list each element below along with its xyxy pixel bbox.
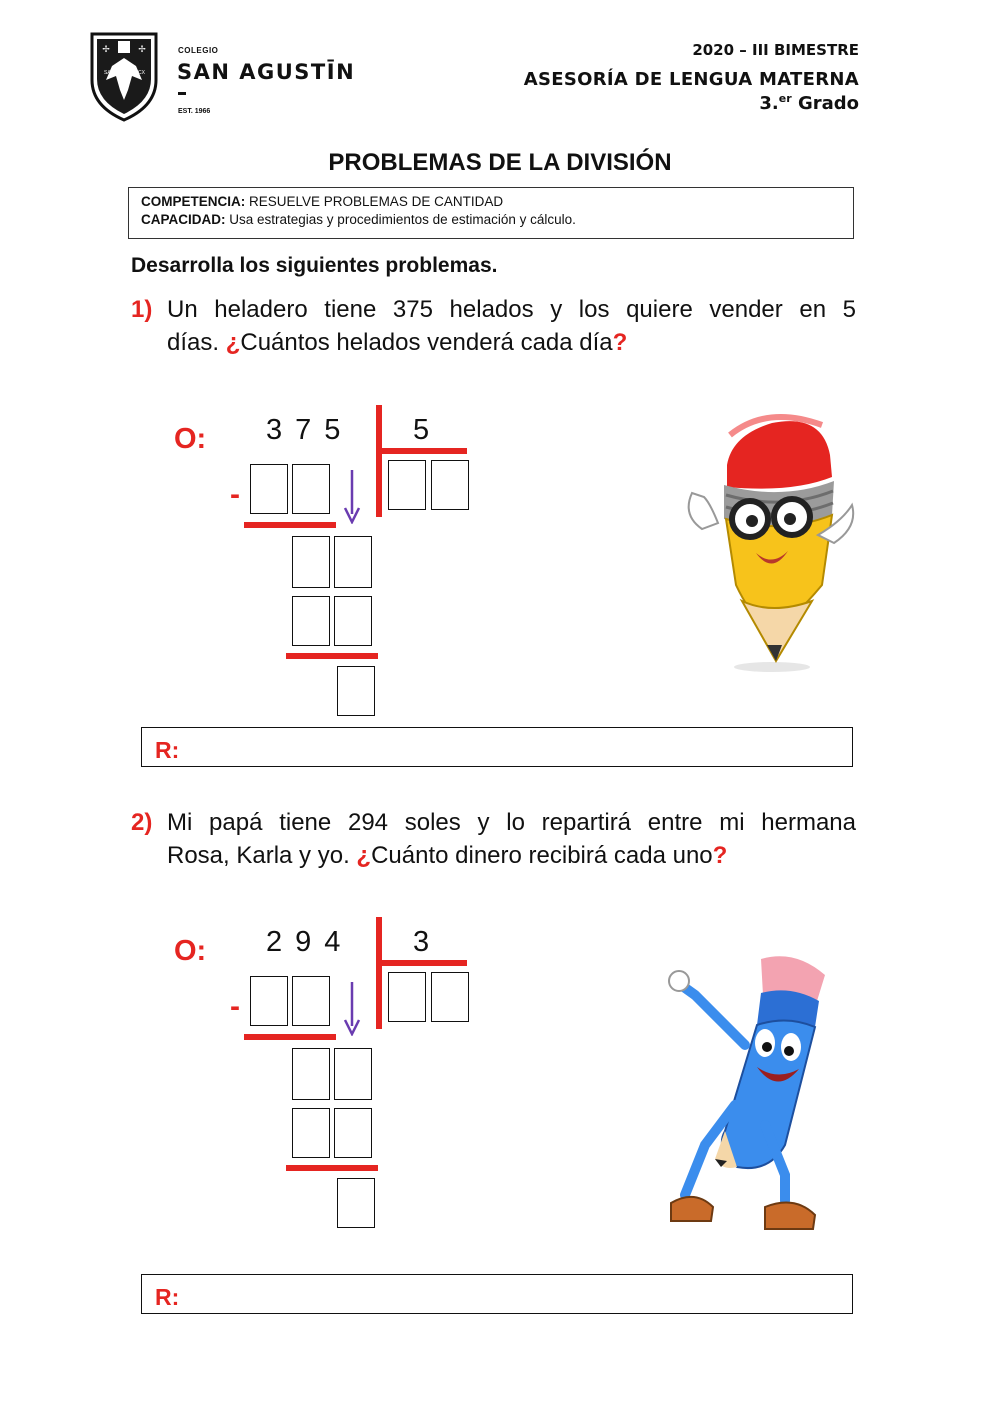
problem-2-line1: Mi papá tiene 294 soles y lo repartirá entre mi hermana (167, 809, 856, 836)
answer-box[interactable] (334, 1108, 372, 1158)
subtraction-line-2a (244, 1034, 336, 1040)
subtraction-line-1b (286, 653, 378, 659)
grade-word: Grado (797, 93, 859, 114)
problem-1-line1: Un heladero tiene 375 helados y los quiere vender en 5 (167, 296, 856, 323)
division-bar-horizontal-2 (382, 960, 467, 966)
operation-label-1: O: (174, 423, 207, 455)
answer-box[interactable] (250, 976, 288, 1026)
capacidad-line (141, 212, 576, 227)
competencia-value: RESUELVE PROBLEMAS DE CANTIDAD (249, 194, 504, 209)
arrow-down-icon (342, 982, 362, 1036)
dividend-2: 294 (266, 926, 354, 958)
answer-label-1: R: (155, 737, 180, 763)
problem-1-open-q: ¿ (225, 329, 241, 356)
answer-box[interactable] (292, 464, 330, 514)
course-name: ASESORÍA DE LENGUA MATERNA (523, 69, 859, 90)
arrow-down-icon (342, 470, 362, 524)
answer-box[interactable] (250, 464, 288, 514)
answer-box[interactable] (334, 536, 372, 588)
instruction: Desarrolla los siguientes problemas. (131, 254, 498, 277)
answer-box[interactable] (292, 976, 330, 1026)
answer-box[interactable] (334, 596, 372, 646)
school-crest-logo (88, 28, 160, 122)
quotient-box[interactable] (431, 972, 469, 1022)
dividend-1: 375 (266, 414, 354, 446)
problem-1-close-q: ? (612, 329, 628, 356)
page-title: PROBLEMAS DE LA DIVISIÓN (328, 149, 672, 176)
answer-box[interactable] (292, 536, 330, 588)
school-label: COLEGIO (178, 46, 219, 55)
operation-label-2: O: (174, 935, 207, 967)
problem-2-close-q: ? (712, 842, 728, 869)
school-established: EST. 1966 (178, 108, 211, 115)
remainder-box[interactable] (337, 1178, 375, 1228)
competencia-line (141, 194, 503, 209)
svg-text:✢: ✢ (138, 44, 146, 54)
problem-1-line2a: días. (167, 329, 226, 356)
answer-box[interactable] (292, 596, 330, 646)
answer-field-2[interactable] (141, 1274, 853, 1314)
divisor-2: 3 (413, 926, 430, 958)
problem-1-line2 (167, 326, 856, 359)
capacidad-value: Usa estrategias y procedimientos de estimación y cálculo. (229, 212, 576, 227)
division-bar-vertical-2 (376, 917, 382, 1029)
quotient-box[interactable] (388, 460, 426, 510)
grade-sup: er (778, 92, 792, 105)
answer-box[interactable] (292, 1108, 330, 1158)
school-dash (178, 92, 186, 95)
minus-sign-1: - (230, 478, 240, 511)
school-name: SAN AGUSTĪN (177, 60, 356, 84)
grade-level (759, 92, 859, 114)
competencia-box (128, 187, 854, 239)
year-period: 2020 – III BIMESTRE (692, 41, 859, 59)
subtraction-line-2b (286, 1165, 378, 1171)
divisor-1: 5 (413, 414, 430, 446)
quotient-box[interactable] (431, 460, 469, 510)
blue-pencil-mascot-icon (665, 945, 825, 1235)
grade-number: 3. (759, 93, 779, 114)
problem-1-line2b: Cuántos helados venderá cada día (240, 329, 613, 356)
quotient-box[interactable] (388, 972, 426, 1022)
competencia-label: COMPETENCIA: (141, 194, 246, 209)
capacidad-label: CAPACIDAD: (141, 212, 226, 227)
problem-2-line2b: Cuánto dinero recibirá cada uno (371, 842, 713, 869)
remainder-box[interactable] (337, 666, 375, 716)
answer-label-2: R: (155, 1284, 180, 1310)
minus-sign-2: - (230, 990, 240, 1023)
problem-2-number: 2) (131, 809, 153, 836)
problem-2-line2 (167, 839, 856, 872)
problem-2-text (167, 806, 856, 872)
division-bar-vertical-1 (376, 405, 382, 517)
crest-text-left: SA (104, 70, 111, 76)
problem-2-open-q: ¿ (356, 842, 372, 869)
subtraction-line-1a (244, 522, 336, 528)
problem-1-text (167, 293, 856, 359)
answer-box[interactable] (334, 1048, 372, 1100)
answer-box[interactable] (292, 1048, 330, 1100)
answer-field-1[interactable] (141, 727, 853, 767)
svg-text:✢: ✢ (102, 44, 110, 54)
yellow-pencil-mascot-icon (672, 395, 857, 673)
problem-2-line2a: Rosa, Karla y yo. (167, 842, 357, 869)
crest-text-right: CX (138, 70, 145, 76)
problem-1-number: 1) (131, 296, 153, 323)
division-bar-horizontal-1 (382, 448, 467, 454)
